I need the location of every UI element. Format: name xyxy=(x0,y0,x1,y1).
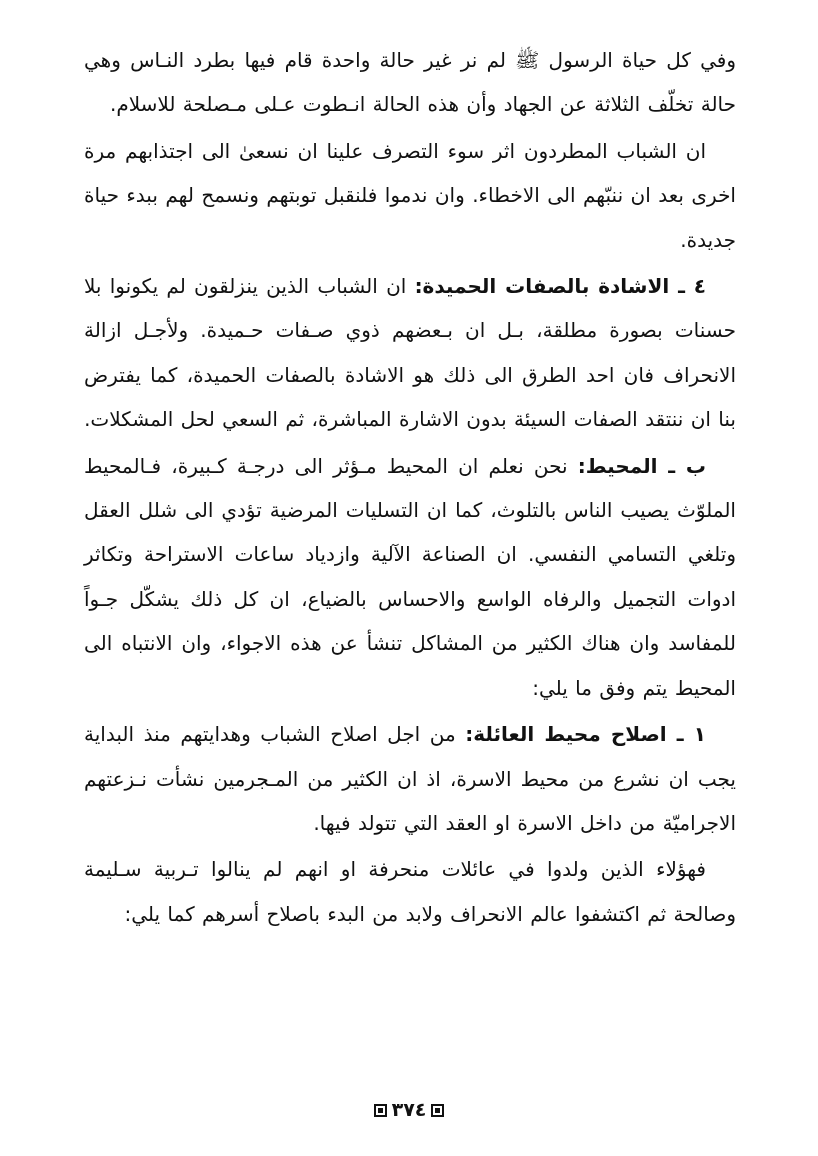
page-footer xyxy=(0,1096,818,1124)
paragraph-text: ان الشباب المطردون اثر سوء التصرف علينا ان نسعىٰ الى اجتذابهم مرة اخرى بعد ان ننبّهم الى الاخطاء. وان ندموا فلنقبل توبتهم ونسمح لهم ببدء حياة جديدة. xyxy=(84,138,736,252)
paragraph-deviant-families xyxy=(84,847,736,936)
paragraph-environment xyxy=(84,444,736,710)
paragraph-text: من اجل اصلاح الشباب وهدايتهم منذ البداية يجب ان نشرع من محيط الاسرة، اذ ان الكثير من المـجرمين نشأت نـزعتهم الاجراميّة من داخل الاسرة او العقد التي تتولد فيها. xyxy=(84,722,736,835)
paragraph-expelled-youth xyxy=(84,129,736,262)
paragraph-prophet-example xyxy=(84,38,736,127)
paragraph-heading: ٤ ـ الاشادة بالصفات الحميدة: xyxy=(414,274,706,299)
page-body xyxy=(84,38,736,1098)
paragraph-heading: ١ ـ اصلاح محيط العائلة: xyxy=(465,722,706,747)
paragraph-text: ان الشباب الذين ينزلقون لم يكونوا بلا حسنات بصورة مطلقة، بـل ان بـعضهم ذوي صـفات حـميدة. ولأجـل ازالة الانحراف فان احد الطرق الى ذلك هو الاشادة بالصفات الحميدة، كما يفترض بنا ان ننتقد الصفات السيئة بدون الاشارة المباشرة، ثم السعي لحل المشكلات. xyxy=(84,274,736,432)
square-ornament-icon xyxy=(431,1104,444,1117)
paragraph-text: فهؤلاء الذين ولدوا في عائلات منحرفة او انهم لم ينالوا تـربية سـليمة وصالحة ثم اكتشفوا عالم الانحراف ولابد من البدء باصلاح أسرهم كما يلي: xyxy=(84,857,736,926)
square-ornament-icon xyxy=(374,1104,387,1117)
paragraph-heading: ب ـ المحيط: xyxy=(577,453,707,478)
paragraph-family-reform xyxy=(84,712,736,845)
page-number: ٣٧٤ xyxy=(391,1099,427,1121)
paragraph-text: نحن نعلم ان المحيط مـؤثر الى درجـة كـبيرة، فـالمحيط الملوّث يصيب الناس بالتلوث، كما ان التسليات المرضية تؤدي الى شلل العقل وتلغي التسامي النفسي. ان الصناعة الآلية وازدياد ساعات الاستراحة وتكاثر ادوات التجميل والرفاه الواسع والاحساس بالضياع، ان كل ذلك يشكّل جـواً للمفاسد وان هناك الكثير من المشاكل تنشأ عن هذه الاجواء، وان الانتباه الى المحيط يتم وفق ما يلي: xyxy=(84,453,736,700)
paragraph-praise-good-traits xyxy=(84,264,736,442)
paragraph-text: وفي كل حياة الرسول ﷺ لم نر غير حالة واحدة قام فيها بطرد النـاس وهي حالة تخلّف الثلاثة عن الجهاد وأن هذه الحالة انـطوت عـلى مـصلحة للاسلام. xyxy=(84,48,736,117)
